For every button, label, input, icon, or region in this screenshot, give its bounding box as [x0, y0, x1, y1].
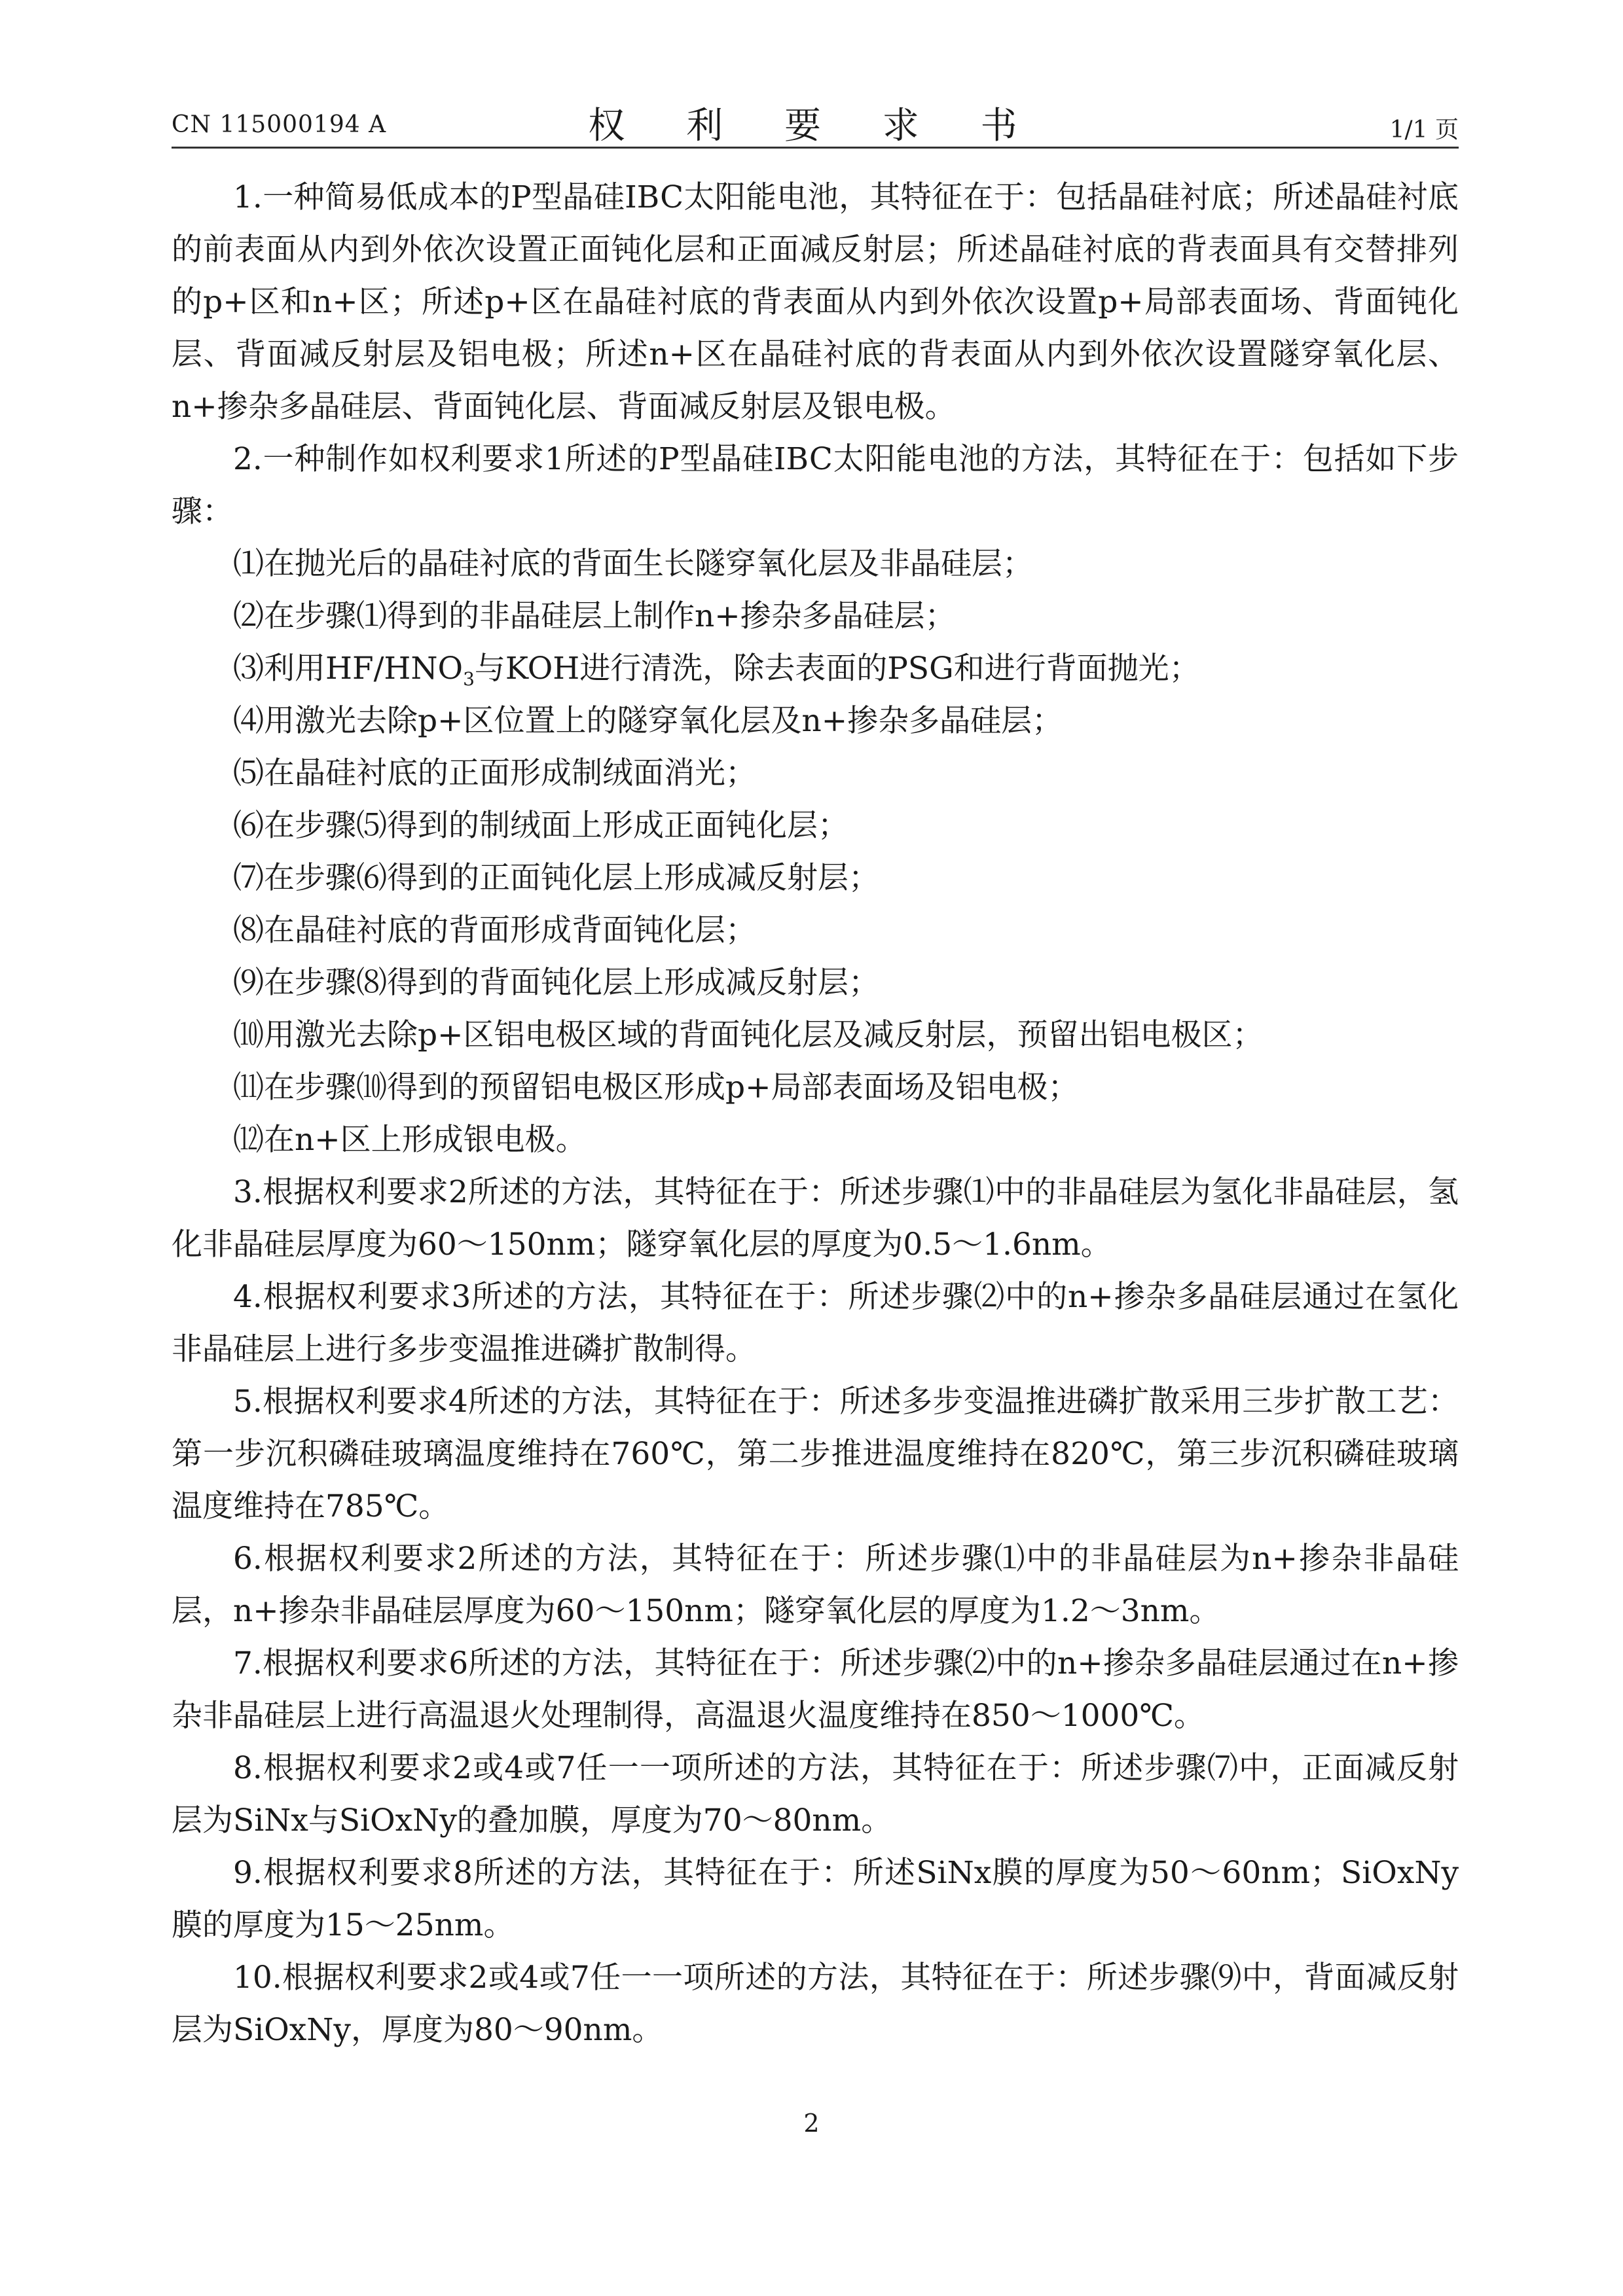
claim-8: 8.根据权利要求2或4或7任一一项所述的方法，其特征在于：所述步骤⑺中，正面减反射层为SiNx与SiOxNy的叠加膜，厚度为70～80nm。	[172, 1750, 1459, 1839]
claim-2: 2.一种制作如权利要求1所述的P型晶硅IBC太阳能电池的方法，其特征在于：包括如下步骤：	[172, 441, 1459, 529]
document-title: 权 利 要 求 书	[588, 105, 1042, 147]
page-number: 2	[803, 2109, 820, 2138]
step-1: ⑴在抛光后的晶硅衬底的背面生长隧穿氧化层及非晶硅层；	[233, 546, 1033, 582]
step-7: ⑺在步骤⑹得到的正面钝化层上形成减反射层；	[233, 860, 879, 896]
step-4: ⑷用激光去除p+区位置上的隧穿氧化层及n+掺杂多晶硅层；	[233, 703, 1063, 739]
step-11: ⑾在步骤⑽得到的预留铝电极区形成p+局部表面场及铝电极；	[233, 1069, 1079, 1105]
step-8: ⑻在晶硅衬底的背面形成背面钝化层；	[233, 912, 756, 948]
claim-1: 1.一种简易低成本的P型晶硅IBC太阳能电池，其特征在于：包括晶硅衬底；所述晶硅衬底的前表面从内到外依次设置正面钝化层和正面减反射层；所述晶硅衬底的背表面具有交替排列的p+区和n+区；所述p+区在晶硅衬底的背表面从内到外依次设置p+局部表面场、背面钝化层、背面减反射层及铝电极；所述n+区在晶硅衬底的背表面从内到外依次设置隧穿氧化层、n+掺杂多晶硅层、背面钝化层、背面减反射层及银电极。	[172, 179, 1459, 425]
claim-7: 7.根据权利要求6所述的方法，其特征在于：所述步骤⑵中的n+掺杂多晶硅层通过在n+掺杂非晶硅层上进行高温退火处理制得，高温退火温度维持在850～1000℃。	[172, 1645, 1459, 1734]
step-10: ⑽用激光去除p+区铝电极区域的背面钝化层及减反射层，预留出铝电极区；	[233, 1017, 1264, 1053]
page-header	[172, 92, 1459, 147]
step-3-subscript: 3	[463, 668, 475, 690]
claim-5: 5.根据权利要求4所述的方法，其特征在于：所述多步变温推进磷扩散采用三步扩散工艺：第一步沉积磷硅玻璃温度维持在760℃，第二步推进温度维持在820℃，第三步沉积磷硅玻璃温度维持在785℃。	[172, 1384, 1459, 1524]
header-rule	[172, 147, 1459, 149]
claim-3: 3.根据权利要求2所述的方法，其特征在于：所述步骤⑴中的非晶硅层为氢化非晶硅层，氢化非晶硅层厚度为60～150nm；隧穿氧化层的厚度为0.5～1.6nm。	[172, 1174, 1459, 1263]
publication-number: CN 115000194 A	[172, 111, 387, 138]
page-indicator: 1/1 页	[1389, 117, 1459, 143]
step-2: ⑵在步骤⑴得到的非晶硅层上制作n+掺杂多晶硅层；	[233, 598, 956, 634]
step-6: ⑹在步骤⑸得到的制绒面上形成正面钝化层；	[233, 808, 848, 844]
claim-10: 10.根据权利要求2或4或7任一一项所述的方法，其特征在于：所述步骤⑼中，背面减反射层为SiOxNy，厚度为80～90nm。	[172, 1960, 1459, 2048]
step-9: ⑼在步骤⑻得到的背面钝化层上形成减反射层；	[233, 965, 879, 1001]
claims-body	[172, 171, 1459, 2056]
claim-6: 6.根据权利要求2所述的方法，其特征在于：所述步骤⑴中的非晶硅层为n+掺杂非晶硅层，n+掺杂非晶硅层厚度为60～150nm；隧穿氧化层的厚度为1.2～3nm。	[172, 1541, 1459, 1629]
step-3	[172, 643, 1459, 695]
step-5: ⑸在晶硅衬底的正面形成制绒面消光；	[233, 755, 756, 791]
step-3-text-a: ⑶利用HF/HNO	[233, 651, 464, 687]
step-12: ⑿在n+区上形成银电极。	[233, 1122, 587, 1158]
claim-9: 9.根据权利要求8所述的方法，其特征在于：所述SiNx膜的厚度为50～60nm；SiOxNy膜的厚度为15～25nm。	[172, 1855, 1459, 1943]
claim-4: 4.根据权利要求3所述的方法，其特征在于：所述步骤⑵中的n+掺杂多晶硅层通过在氢化非晶硅层上进行多步变温推进磷扩散制得。	[172, 1279, 1459, 1367]
step-3-text-b: 与KOH进行清洗，除去表面的PSG和进行背面抛光；	[474, 651, 1200, 687]
